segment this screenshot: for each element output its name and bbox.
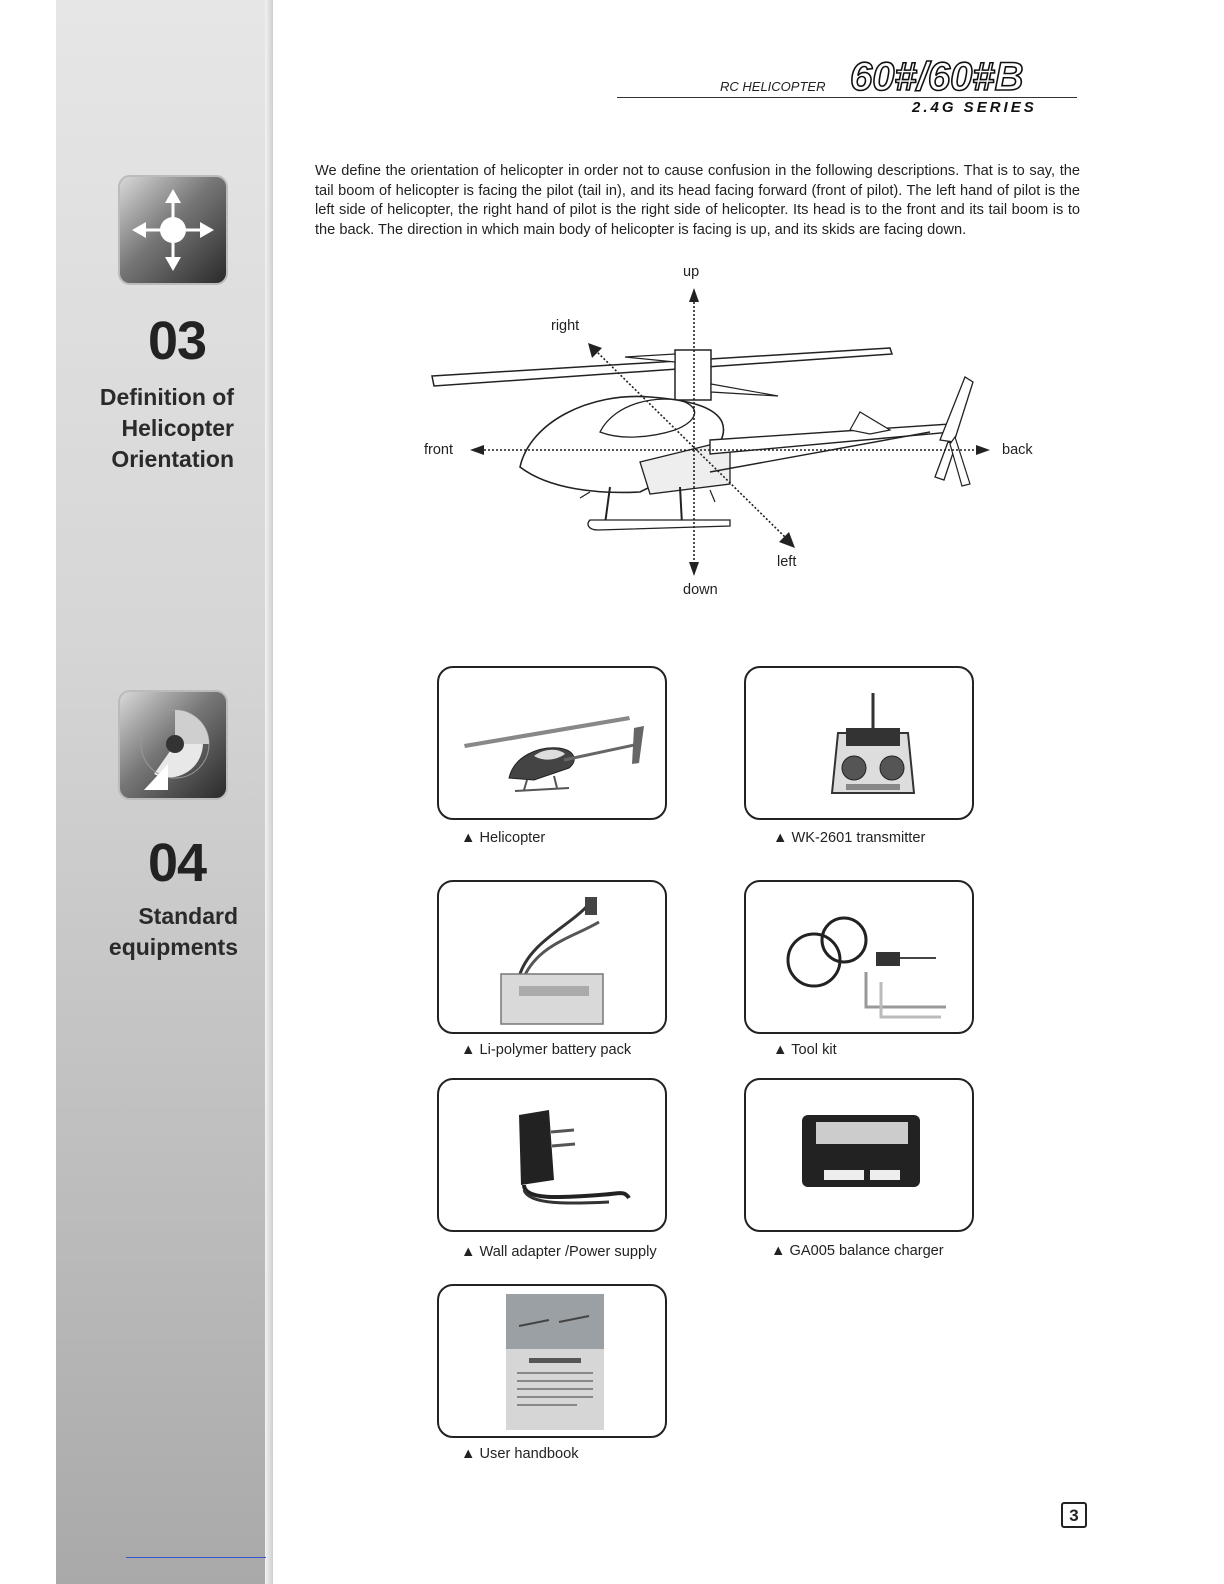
label-front: front xyxy=(424,442,454,458)
label-down: down xyxy=(683,582,718,598)
equipment-image-transmitter xyxy=(744,666,974,820)
model-logo xyxy=(848,50,1083,120)
equipment-caption xyxy=(461,1244,657,1260)
header-subtitle: RC HELICOPTER xyxy=(720,79,826,94)
equipment-label: Wall adapter /Power supply xyxy=(479,1244,657,1260)
label-up: up xyxy=(683,264,700,280)
equipment-caption xyxy=(773,1042,837,1058)
equipment-caption xyxy=(461,830,545,846)
triangle-marker-icon: ▲ xyxy=(773,830,788,846)
page-number: 3 xyxy=(1061,1502,1087,1528)
orientation-diagram xyxy=(410,262,1050,607)
equipment-image-battery xyxy=(437,880,667,1034)
triangle-marker-icon: ▲ xyxy=(771,1243,786,1259)
model-series: 2.4G SERIES xyxy=(912,99,1037,116)
section-title-04 xyxy=(70,901,238,963)
equipment-label: Helicopter xyxy=(479,830,546,846)
triangle-marker-icon: ▲ xyxy=(461,1042,476,1058)
transmitter-photo xyxy=(746,668,972,818)
wall-adapter-photo xyxy=(439,1080,665,1230)
charger-photo xyxy=(746,1080,972,1230)
equipment-label: WK-2601 transmitter xyxy=(791,830,926,846)
handbook-photo xyxy=(439,1286,665,1436)
helicopter-diagram xyxy=(410,262,1050,607)
triangle-marker-icon: ▲ xyxy=(461,1244,476,1260)
triangle-marker-icon: ▲ xyxy=(461,1446,476,1462)
footer-link-underline xyxy=(126,1557,266,1558)
equipment-label: Li-polymer battery pack xyxy=(479,1042,632,1058)
equipment-image-wall-adapter xyxy=(437,1078,667,1232)
section-title-line: Helicopter xyxy=(121,415,234,441)
section-number-03: 03 xyxy=(148,311,207,371)
battery-photo xyxy=(439,882,665,1032)
equipment-image-charger xyxy=(744,1078,974,1232)
section-number-04: 04 xyxy=(148,833,207,893)
label-left: left xyxy=(777,554,797,570)
section-title-line: Definition of xyxy=(99,384,234,410)
triangle-marker-icon: ▲ xyxy=(773,1042,788,1058)
section-title-line: Orientation xyxy=(111,446,234,472)
equipment-image-helicopter xyxy=(437,666,667,820)
intro-paragraph: We define the orientation of helicopter in order not to cause confusion in the following descriptions. That is to say, the tail boom of helicopter is facing the pilot (tail in), and its head facing forward (front of pilot). The left hand of pilot is the left side of helicopter, the right hand of pilot is the right side of helicopter. Its head is to the front and its tail boom is to the back. The direction in which main body of helicopter is facing is up, and its skids are facing down. xyxy=(315,163,1080,238)
equipment-label: Tool kit xyxy=(791,1042,837,1058)
equipment-image-handbook xyxy=(437,1284,667,1438)
equipment-label: User handbook xyxy=(479,1446,579,1462)
equipment-caption xyxy=(773,830,925,846)
triangle-marker-icon: ▲ xyxy=(461,830,476,846)
label-right: right xyxy=(551,318,580,334)
four-direction-arrows-icon xyxy=(118,175,228,285)
section-title-line: equipments xyxy=(108,934,238,960)
label-back: back xyxy=(1002,442,1033,458)
section-title-03 xyxy=(70,382,234,475)
equipment-caption xyxy=(771,1243,944,1259)
model-name: 60#/60#B xyxy=(850,55,1024,99)
equipment-caption xyxy=(461,1042,631,1058)
disc-icon xyxy=(118,690,228,800)
equipment-label: GA005 balance charger xyxy=(789,1243,944,1259)
sidebar-edge xyxy=(265,0,273,1584)
equipment-caption xyxy=(461,1446,579,1462)
helicopter-photo xyxy=(439,668,665,818)
tool-kit-photo xyxy=(746,882,972,1032)
section-title-line: Standard xyxy=(138,903,238,929)
equipment-image-tool-kit xyxy=(744,880,974,1034)
